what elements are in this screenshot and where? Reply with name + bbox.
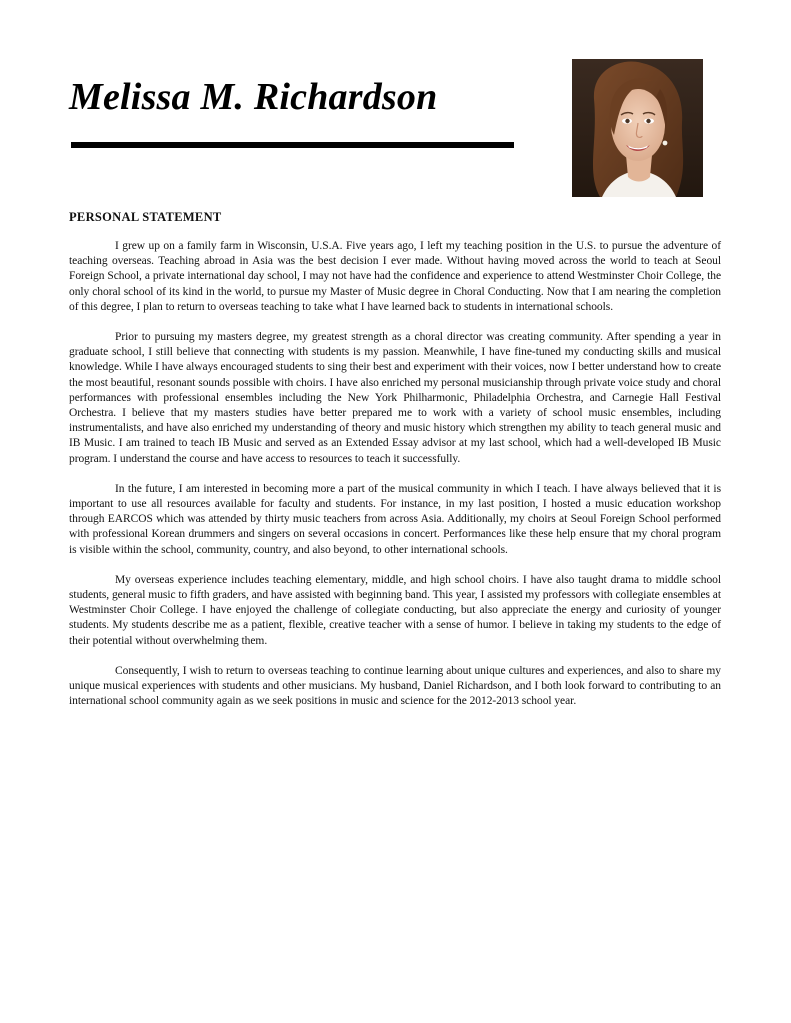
section-heading-personal-statement: PERSONAL STATEMENT	[69, 210, 222, 224]
statement-paragraph-4: My overseas experience includes teaching elementary, middle, and high school choirs. I have also taught drama to middle school students, general music to fifth graders, and have assisted with beginning band. This year, I assisted my professors with collegiate ensembles at Westminster Choir College. I have enjoyed the challenge of collegiate conducting, but also appreciate the energy and curiosity of younger students. My students describe me as a patient, flexible, creative teacher with a sense of humor. I believe in taking my students to the edge of their potential without overwhelming them.	[69, 573, 721, 647]
portrait-photo	[572, 59, 703, 197]
statement-paragraph-3: In the future, I am interested in becoming more a part of the musical community in which I teach. I have always believed that it is important to use all resources available for faculty and students. For instance, in my last position, I hosted a music education workshop through EARCOS which was attended by thirty music teachers from across Asia. Additionally, my choirs at Seoul Foreign School performed with professional Korean drummers and singers on several occasions in concert. Performances like these help ensure that my choral program is visible within the school, community, country, and also beyond, to other international schools.	[69, 482, 721, 556]
personal-statement-body	[69, 239, 721, 724]
header-divider	[71, 142, 514, 148]
person-name: Melissa M. Richardson	[69, 76, 438, 118]
statement-paragraph-5: Consequently, I wish to return to overseas teaching to continue learning about unique cultures and experiences, and also to share my unique musical experiences with students and other musicians. My husband, Daniel Richardson, and I both look forward to contributing to an international school community again as we seek positions in music and science for the 2012-2013 school year.	[69, 664, 721, 708]
statement-paragraph-2: Prior to pursuing my masters degree, my greatest strength as a choral director was creating community. After spending a year in graduate school, I still believe that connecting with students is my passion. Meanwhile, I have fine-tuned my conducting skills and musical knowledge. While I have always encouraged students to sing their best and experiment with their voices, now I better understand how to create the most beautiful, resonant sounds possible with choirs. I have also enriched my personal musicianship through private voice study and choral performances with professional ensembles including the New York Philharmonic, Philadelphia Orchestra, and Carnegie Hall Festival Orchestra. I believe that my masters studies have better prepared me to work with a variety of school music ensembles, including instrumentalists, and have also enriched my understanding of theory and music history which strengthen my ability to teach general music and IB Music. I am trained to teach IB Music and served as an Extended Essay advisor at my last school, which had a well-developed IB Music program. I understand the course and have access to resources to teach it successfully.	[69, 331, 721, 465]
statement-paragraph-1: I grew up on a family farm in Wisconsin, U.S.A. Five years ago, I left my teaching position in the U.S. to pursue the adventure of teaching overseas. Teaching abroad in Asia was the best decision I ever made. Without having moved across the world to teach at Seoul Foreign School, a private international day school, I may not have had the confidence and experience to attend Westminster Choir College, the only choral school of its kind in the world, to pursue my Master of Music degree in Choral Conducting. Now that I am nearing the completion of this degree, I plan to return to overseas teaching to take what I have learned back to students in international schools.	[69, 240, 721, 313]
